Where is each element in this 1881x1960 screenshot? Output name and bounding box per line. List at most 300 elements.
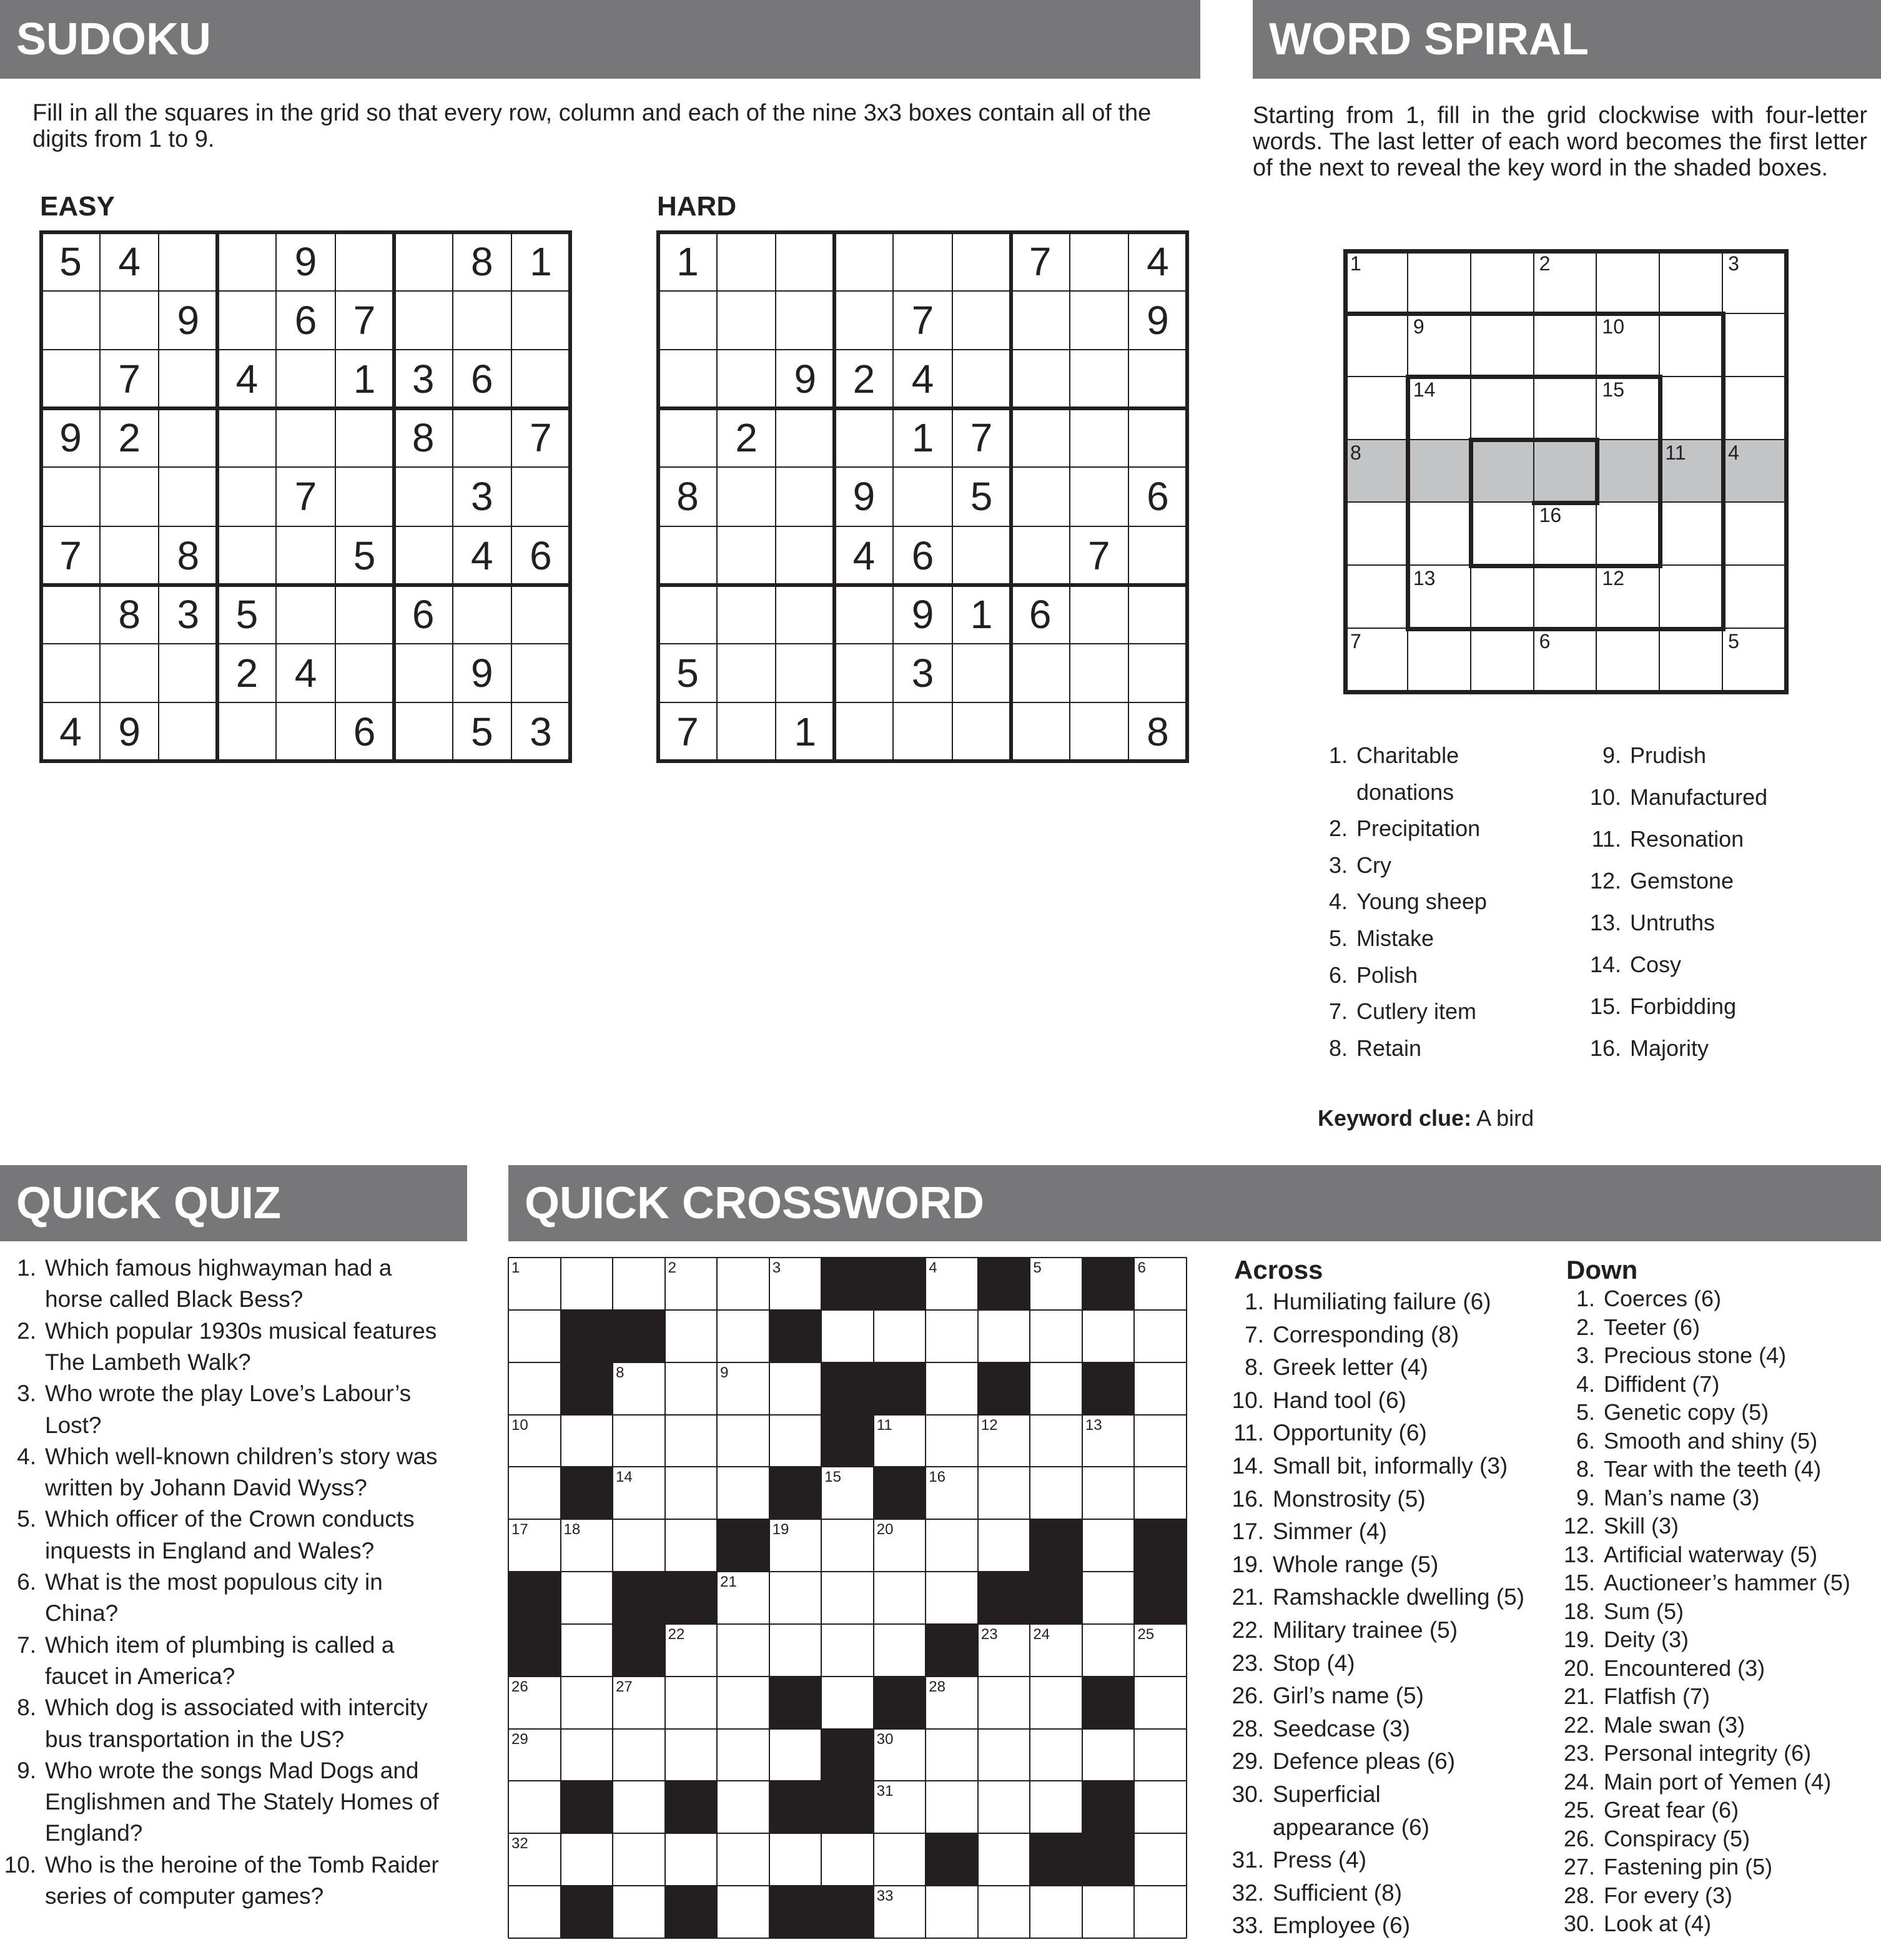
sudoku-cell[interactable] bbox=[335, 644, 394, 702]
sudoku-cell[interactable] bbox=[394, 291, 453, 350]
sudoku-cell[interactable] bbox=[453, 408, 511, 467]
crossword-cell[interactable] bbox=[717, 1781, 769, 1833]
crossword-cell[interactable] bbox=[821, 1310, 874, 1362]
sudoku-cell[interactable] bbox=[276, 702, 335, 761]
crossword-cell[interactable] bbox=[1030, 1362, 1082, 1415]
sudoku-cell[interactable] bbox=[335, 232, 394, 291]
crossword-cell[interactable] bbox=[561, 1833, 613, 1886]
sudoku-cell[interactable] bbox=[276, 350, 335, 408]
spiral-cell[interactable] bbox=[1723, 314, 1786, 377]
sudoku-cell[interactable]: 3 bbox=[177, 591, 200, 637]
crossword-cell[interactable] bbox=[1134, 1362, 1187, 1415]
clue-number: 15. bbox=[1589, 993, 1621, 1019]
sudoku-cell[interactable]: 4 bbox=[235, 357, 259, 402]
crossword-cell[interactable] bbox=[874, 1833, 926, 1886]
sudoku-cell[interactable]: 3 bbox=[530, 709, 552, 754]
crossword-cell[interactable] bbox=[561, 1624, 613, 1677]
crossword-cell[interactable] bbox=[1030, 1729, 1082, 1781]
clue-number: 20. bbox=[1563, 1655, 1595, 1681]
sudoku-cell[interactable] bbox=[952, 526, 1011, 585]
sudoku-cell[interactable] bbox=[394, 702, 453, 761]
crossword-cell[interactable] bbox=[1030, 1886, 1082, 1938]
crossword-cell[interactable] bbox=[926, 1729, 978, 1781]
sudoku-cell[interactable] bbox=[717, 526, 776, 585]
crossword-cell[interactable] bbox=[769, 1729, 822, 1781]
crossword-cell[interactable] bbox=[1030, 1677, 1082, 1729]
crossword-cell[interactable] bbox=[613, 1729, 665, 1781]
crossword-cell[interactable] bbox=[665, 1677, 718, 1729]
sudoku-cell[interactable]: 4 bbox=[471, 533, 493, 578]
sudoku-cell[interactable]: 4 bbox=[911, 357, 934, 402]
crossword-cell[interactable] bbox=[978, 1677, 1030, 1729]
clue-number: 9. bbox=[1602, 742, 1621, 768]
spiral-cell[interactable] bbox=[1534, 566, 1597, 629]
crossword-cell[interactable] bbox=[1030, 1781, 1082, 1833]
spiral-cell[interactable] bbox=[1345, 314, 1408, 377]
crossword-cell[interactable] bbox=[1082, 1310, 1135, 1362]
sudoku-cell[interactable]: 7 bbox=[911, 298, 934, 343]
sudoku-cell[interactable] bbox=[453, 585, 511, 644]
spiral-cell[interactable] bbox=[1660, 314, 1723, 377]
sudoku-cell[interactable] bbox=[217, 408, 276, 467]
sudoku-cell[interactable]: 2 bbox=[852, 357, 876, 402]
crossword-cell[interactable] bbox=[665, 1467, 718, 1519]
sudoku-cell[interactable] bbox=[834, 644, 893, 702]
spiral-cell[interactable] bbox=[1471, 566, 1534, 629]
sudoku-cell[interactable] bbox=[1011, 526, 1070, 585]
sudoku-cell[interactable] bbox=[511, 291, 570, 350]
crossword-cell[interactable] bbox=[926, 1362, 978, 1415]
sudoku-cell[interactable]: 3 bbox=[412, 357, 435, 402]
sudoku-cell[interactable]: 4 bbox=[1147, 239, 1169, 285]
sudoku-cell[interactable]: 5 bbox=[471, 709, 493, 754]
sudoku-cell[interactable] bbox=[1128, 644, 1187, 702]
sudoku-cell[interactable] bbox=[217, 702, 276, 761]
sudoku-cell[interactable] bbox=[658, 526, 717, 585]
spiral-cell[interactable] bbox=[1660, 503, 1723, 566]
sudoku-cell[interactable]: 9 bbox=[794, 357, 817, 402]
sudoku-cell[interactable] bbox=[834, 232, 893, 291]
crossword-cell[interactable] bbox=[926, 1415, 978, 1467]
crossword-cell[interactable] bbox=[1134, 1729, 1187, 1781]
spiral-cell[interactable] bbox=[1408, 629, 1471, 692]
sudoku-cell[interactable]: 8 bbox=[412, 415, 435, 461]
spiral-cell[interactable] bbox=[1345, 503, 1408, 566]
sudoku-cell[interactable]: 6 bbox=[911, 533, 934, 578]
spiral-cell[interactable] bbox=[1408, 503, 1471, 566]
crossword-cell[interactable] bbox=[613, 1258, 665, 1310]
spiral-cell[interactable] bbox=[1660, 629, 1723, 692]
grid-line bbox=[952, 230, 953, 763]
sudoku-cell[interactable] bbox=[100, 467, 159, 526]
crossword-cell[interactable] bbox=[561, 1572, 613, 1624]
crossword-cell[interactable] bbox=[874, 1310, 926, 1362]
spiral-cell[interactable] bbox=[1534, 377, 1597, 440]
sudoku-cell[interactable]: 7 bbox=[1088, 533, 1110, 578]
sudoku-cell[interactable] bbox=[1070, 644, 1128, 702]
spiral-cell[interactable] bbox=[1471, 629, 1534, 692]
sudoku-cell[interactable]: 1 bbox=[353, 357, 376, 402]
crossword-cell[interactable] bbox=[1082, 1572, 1135, 1624]
sudoku-cell[interactable]: 7 bbox=[530, 415, 552, 461]
sudoku-cell[interactable] bbox=[776, 644, 834, 702]
sudoku-cell[interactable]: 1 bbox=[530, 239, 552, 285]
spiral-cell[interactable] bbox=[1534, 314, 1597, 377]
crossword-cell[interactable] bbox=[1030, 1415, 1082, 1467]
sudoku-cell[interactable] bbox=[952, 232, 1011, 291]
sudoku-cell[interactable] bbox=[834, 291, 893, 350]
sudoku-cell[interactable]: 6 bbox=[530, 533, 552, 578]
crossword-cell[interactable] bbox=[926, 1519, 978, 1572]
crossword-cell[interactable] bbox=[613, 1781, 665, 1833]
spiral-cell[interactable] bbox=[1471, 377, 1534, 440]
sudoku-cell[interactable] bbox=[1070, 291, 1128, 350]
crossword-cell[interactable] bbox=[561, 1729, 613, 1781]
sudoku-cell[interactable] bbox=[1128, 526, 1187, 585]
crossword-cell[interactable] bbox=[717, 1677, 769, 1729]
sudoku-cell[interactable] bbox=[1128, 350, 1187, 408]
crossword-cell[interactable] bbox=[874, 1572, 926, 1624]
sudoku-cell[interactable] bbox=[159, 702, 217, 761]
crossword-cell[interactable] bbox=[561, 1258, 613, 1310]
sudoku-cell[interactable] bbox=[159, 467, 217, 526]
sudoku-cell[interactable]: 9 bbox=[59, 415, 82, 461]
sudoku-cell[interactable]: 8 bbox=[118, 591, 141, 637]
spiral-cell[interactable] bbox=[1471, 440, 1534, 503]
spiral-cell[interactable] bbox=[1597, 629, 1660, 692]
sudoku-cell[interactable]: 1 bbox=[676, 239, 699, 285]
sudoku-cell[interactable] bbox=[776, 585, 834, 644]
sudoku-cell[interactable]: 5 bbox=[970, 474, 993, 520]
sudoku-cell[interactable]: 6 bbox=[294, 298, 317, 343]
sudoku-cell[interactable]: 7 bbox=[59, 533, 82, 578]
clue-number: 24. bbox=[1563, 1768, 1595, 1795]
spiral-cell[interactable] bbox=[1597, 503, 1660, 566]
sudoku-cell[interactable]: 8 bbox=[471, 239, 493, 285]
crossword-cell[interactable] bbox=[769, 1833, 822, 1886]
sudoku-cell[interactable]: 7 bbox=[970, 415, 993, 461]
spiral-cell[interactable] bbox=[1660, 251, 1723, 314]
sudoku-cell[interactable]: 7 bbox=[294, 474, 317, 520]
sudoku-cell[interactable] bbox=[276, 585, 335, 644]
sudoku-cell[interactable] bbox=[217, 291, 276, 350]
crossword-cell[interactable] bbox=[508, 1362, 561, 1415]
sudoku-cell[interactable] bbox=[511, 585, 570, 644]
spiral-cell[interactable] bbox=[1408, 251, 1471, 314]
sudoku-cell[interactable]: 7 bbox=[118, 357, 141, 402]
crossword-cell[interactable] bbox=[1082, 1519, 1135, 1572]
sudoku-cell[interactable] bbox=[1128, 408, 1187, 467]
crossword-cell[interactable] bbox=[1030, 1310, 1082, 1362]
sudoku-cell[interactable] bbox=[717, 232, 776, 291]
sudoku-cell[interactable]: 6 bbox=[412, 591, 435, 637]
crossword-cell[interactable] bbox=[1082, 1886, 1135, 1938]
crossword-cell[interactable] bbox=[717, 1833, 769, 1886]
crossword-cell[interactable] bbox=[821, 1677, 874, 1729]
crossword-cell[interactable] bbox=[613, 1415, 665, 1467]
sudoku-cell[interactable]: 9 bbox=[118, 709, 141, 754]
spiral-cell[interactable] bbox=[1597, 251, 1660, 314]
crossword-cell[interactable] bbox=[508, 1781, 561, 1833]
grid-line bbox=[775, 230, 776, 763]
crossword-cell[interactable] bbox=[1134, 1781, 1187, 1833]
spiral-cell[interactable] bbox=[1345, 566, 1408, 629]
spiral-cell[interactable] bbox=[1345, 377, 1408, 440]
sudoku-cell[interactable] bbox=[834, 408, 893, 467]
sudoku-cell[interactable]: 6 bbox=[353, 709, 376, 754]
sudoku-cell[interactable] bbox=[1070, 467, 1128, 526]
crossword-cell[interactable] bbox=[874, 1624, 926, 1677]
sudoku-cell[interactable] bbox=[658, 291, 717, 350]
spiral-cell[interactable] bbox=[1723, 503, 1786, 566]
crossword-cell[interactable] bbox=[1134, 1415, 1187, 1467]
sudoku-cell[interactable]: 8 bbox=[1147, 709, 1169, 754]
sudoku-cell[interactable]: 9 bbox=[177, 298, 200, 343]
sudoku-cell[interactable] bbox=[394, 644, 453, 702]
sudoku-cell[interactable]: 2 bbox=[735, 415, 758, 461]
spiral-cell[interactable] bbox=[1471, 251, 1534, 314]
sudoku-cell[interactable]: 6 bbox=[1029, 591, 1052, 637]
sudoku-cell[interactable] bbox=[41, 467, 100, 526]
sudoku-cell[interactable] bbox=[276, 408, 335, 467]
sudoku-cell[interactable]: 9 bbox=[1147, 298, 1169, 343]
crossword-cell[interactable] bbox=[978, 1467, 1030, 1519]
sudoku-cell[interactable] bbox=[276, 526, 335, 585]
sudoku-cell[interactable]: 9 bbox=[471, 650, 493, 696]
crossword-cell[interactable] bbox=[508, 1886, 561, 1938]
spiral-cell[interactable] bbox=[1408, 440, 1471, 503]
crossword-cell[interactable] bbox=[821, 1519, 874, 1572]
crossword-cell[interactable] bbox=[665, 1833, 718, 1886]
crossword-cell[interactable] bbox=[665, 1415, 718, 1467]
sudoku-cell[interactable]: 4 bbox=[852, 533, 876, 578]
sudoku-cell[interactable] bbox=[453, 291, 511, 350]
sudoku-cell[interactable]: 4 bbox=[294, 650, 317, 696]
sudoku-cell[interactable] bbox=[394, 232, 453, 291]
sudoku-cell[interactable] bbox=[335, 467, 394, 526]
sudoku-cell[interactable]: 2 bbox=[118, 415, 141, 461]
sudoku-cell[interactable]: 6 bbox=[1147, 474, 1169, 520]
sudoku-cell[interactable] bbox=[159, 232, 217, 291]
crossword-cell[interactable] bbox=[821, 1572, 874, 1624]
crossword-cell[interactable] bbox=[1134, 1677, 1187, 1729]
sudoku-cell[interactable] bbox=[511, 644, 570, 702]
grid-line bbox=[39, 759, 572, 763]
sudoku-cell[interactable] bbox=[776, 467, 834, 526]
crossword-cell[interactable] bbox=[717, 1467, 769, 1519]
crossword-cell[interactable] bbox=[978, 1886, 1030, 1938]
sudoku-cell[interactable] bbox=[952, 644, 1011, 702]
sudoku-cell[interactable] bbox=[159, 644, 217, 702]
sudoku-cell[interactable]: 1 bbox=[911, 415, 934, 461]
sudoku-cell[interactable] bbox=[394, 526, 453, 585]
sudoku-cell[interactable]: 1 bbox=[970, 591, 993, 637]
across-clue bbox=[1228, 1783, 1381, 1806]
spiral-cell[interactable] bbox=[1723, 566, 1786, 629]
sudoku-cell[interactable] bbox=[717, 291, 776, 350]
sudoku-cell[interactable]: 7 bbox=[1029, 239, 1052, 285]
sudoku-cell[interactable] bbox=[1011, 644, 1070, 702]
crossword-cell[interactable] bbox=[926, 1572, 978, 1624]
sudoku-cell[interactable]: 8 bbox=[177, 533, 200, 578]
sudoku-cell[interactable] bbox=[658, 350, 717, 408]
crossword-cell[interactable] bbox=[508, 1310, 561, 1362]
crossword-cell[interactable] bbox=[978, 1519, 1030, 1572]
crossword-cell[interactable] bbox=[926, 1886, 978, 1938]
sudoku-cell[interactable] bbox=[41, 350, 100, 408]
sudoku-cell[interactable] bbox=[717, 585, 776, 644]
sudoku-cell[interactable] bbox=[217, 467, 276, 526]
sudoku-cell[interactable] bbox=[952, 702, 1011, 761]
crossword-cell[interactable] bbox=[769, 1415, 822, 1467]
sudoku-cell[interactable]: 2 bbox=[235, 650, 259, 696]
sudoku-cell[interactable] bbox=[717, 702, 776, 761]
sudoku-cell[interactable] bbox=[1011, 467, 1070, 526]
sudoku-cell[interactable] bbox=[1011, 408, 1070, 467]
crossword-cell[interactable] bbox=[717, 1624, 769, 1677]
sudoku-cell[interactable] bbox=[952, 350, 1011, 408]
crossword-cell[interactable] bbox=[1030, 1467, 1082, 1519]
crossword-cell[interactable] bbox=[926, 1781, 978, 1833]
spiral-cell[interactable] bbox=[1471, 503, 1534, 566]
crossword-cell[interactable] bbox=[665, 1519, 718, 1572]
sudoku-cell[interactable]: 6 bbox=[471, 357, 493, 402]
sudoku-cell[interactable] bbox=[511, 467, 570, 526]
crossword-cell[interactable] bbox=[717, 1310, 769, 1362]
spiral-cell[interactable] bbox=[1660, 377, 1723, 440]
crossword-cell[interactable] bbox=[613, 1833, 665, 1886]
sudoku-cell[interactable] bbox=[776, 232, 834, 291]
sudoku-cell[interactable] bbox=[1011, 702, 1070, 761]
sudoku-cell[interactable] bbox=[893, 467, 952, 526]
sudoku-cell[interactable] bbox=[1070, 350, 1128, 408]
crossword-block bbox=[508, 1572, 561, 1624]
crossword-cell[interactable] bbox=[665, 1362, 718, 1415]
sudoku-cell[interactable] bbox=[776, 408, 834, 467]
sudoku-cell[interactable] bbox=[159, 350, 217, 408]
sudoku-cell[interactable] bbox=[1128, 585, 1187, 644]
crossword-cell[interactable] bbox=[1082, 1729, 1135, 1781]
sudoku-cell[interactable] bbox=[100, 526, 159, 585]
sudoku-cell[interactable] bbox=[1070, 585, 1128, 644]
sudoku-cell[interactable] bbox=[335, 585, 394, 644]
crossword-cell[interactable] bbox=[821, 1833, 874, 1886]
crossword-cell[interactable] bbox=[561, 1415, 613, 1467]
sudoku-cell[interactable] bbox=[100, 644, 159, 702]
crossword-cell[interactable] bbox=[561, 1677, 613, 1729]
sudoku-cell[interactable]: 9 bbox=[294, 239, 317, 285]
crossword-cell[interactable] bbox=[1134, 1833, 1187, 1886]
clue-text: Retain bbox=[1356, 1035, 1422, 1061]
spiral-cell[interactable] bbox=[1597, 440, 1660, 503]
crossword-cell[interactable] bbox=[665, 1729, 718, 1781]
crossword-cell[interactable] bbox=[769, 1362, 822, 1415]
sudoku-cell[interactable] bbox=[511, 350, 570, 408]
sudoku-cell[interactable] bbox=[834, 702, 893, 761]
crossword-cell[interactable] bbox=[717, 1729, 769, 1781]
sudoku-cell[interactable]: 9 bbox=[911, 591, 934, 637]
crossword-cell[interactable] bbox=[1134, 1886, 1187, 1938]
sudoku-cell[interactable]: 5 bbox=[59, 239, 82, 285]
spiral-cell[interactable] bbox=[1723, 377, 1786, 440]
sudoku-cell[interactable] bbox=[834, 585, 893, 644]
sudoku-cell[interactable] bbox=[717, 644, 776, 702]
sudoku-cell[interactable]: 7 bbox=[353, 298, 376, 343]
crossword-cell[interactable] bbox=[978, 1833, 1030, 1886]
crossword-cell[interactable] bbox=[1082, 1624, 1135, 1677]
sudoku-cell[interactable] bbox=[217, 232, 276, 291]
crossword-cell[interactable] bbox=[1134, 1467, 1187, 1519]
crossword-cell[interactable] bbox=[926, 1310, 978, 1362]
crossword-cell[interactable] bbox=[769, 1572, 822, 1624]
crossword-cell[interactable] bbox=[1082, 1467, 1135, 1519]
sudoku-cell[interactable]: 3 bbox=[911, 650, 934, 696]
crossword-cell[interactable] bbox=[665, 1310, 718, 1362]
sudoku-cell[interactable] bbox=[1070, 702, 1128, 761]
sudoku-cell[interactable] bbox=[1011, 350, 1070, 408]
sudoku-cell[interactable] bbox=[717, 467, 776, 526]
sudoku-cell[interactable] bbox=[41, 644, 100, 702]
sudoku-cell[interactable] bbox=[41, 585, 100, 644]
sudoku-cell[interactable] bbox=[776, 526, 834, 585]
crossword-cell[interactable] bbox=[821, 1624, 874, 1677]
sudoku-cell[interactable]: 4 bbox=[59, 709, 82, 754]
crossword-cell[interactable] bbox=[978, 1729, 1030, 1781]
spiral-cell[interactable] bbox=[1660, 566, 1723, 629]
sudoku-cell[interactable] bbox=[952, 291, 1011, 350]
sudoku-cell[interactable] bbox=[658, 585, 717, 644]
sudoku-cell[interactable] bbox=[1070, 408, 1128, 467]
sudoku-cell[interactable] bbox=[100, 291, 159, 350]
crossword-cell[interactable] bbox=[1134, 1310, 1187, 1362]
sudoku-cell[interactable]: 5 bbox=[353, 533, 376, 578]
sudoku-cell[interactable] bbox=[893, 702, 952, 761]
sudoku-cell[interactable] bbox=[159, 408, 217, 467]
word-spiral-title: WORD SPIRAL bbox=[1269, 14, 1589, 64]
sudoku-cell[interactable] bbox=[658, 408, 717, 467]
sudoku-instructions: Fill in all the squares in the grid so that every row, column and each of the nine 3x3 boxes contain all of the digits from 1 to 9. bbox=[32, 100, 1152, 152]
sudoku-cell[interactable]: 9 bbox=[852, 474, 876, 520]
crossword-cell[interactable] bbox=[717, 1415, 769, 1467]
crossword-cell[interactable] bbox=[613, 1886, 665, 1938]
sudoku-cell[interactable] bbox=[1070, 232, 1128, 291]
sudoku-cell[interactable]: 1 bbox=[794, 709, 817, 754]
crossword-cell[interactable] bbox=[978, 1781, 1030, 1833]
sudoku-cell[interactable] bbox=[893, 232, 952, 291]
sudoku-cell[interactable] bbox=[41, 291, 100, 350]
crossword-cell[interactable] bbox=[613, 1519, 665, 1572]
crossword-cell[interactable] bbox=[508, 1467, 561, 1519]
sudoku-cell[interactable]: 3 bbox=[471, 474, 493, 520]
spiral-cell[interactable] bbox=[1534, 440, 1597, 503]
crossword-cell[interactable] bbox=[717, 1258, 769, 1310]
sudoku-cell[interactable] bbox=[717, 350, 776, 408]
sudoku-cell[interactable] bbox=[335, 408, 394, 467]
sudoku-cell[interactable] bbox=[217, 526, 276, 585]
spiral-cell[interactable] bbox=[1471, 314, 1534, 377]
sudoku-cell[interactable] bbox=[1011, 291, 1070, 350]
sudoku-cell[interactable]: 5 bbox=[676, 650, 699, 696]
crossword-cell[interactable] bbox=[717, 1886, 769, 1938]
sudoku-cell[interactable]: 7 bbox=[676, 709, 699, 754]
crossword-cell[interactable] bbox=[769, 1624, 822, 1677]
sudoku-cell[interactable] bbox=[776, 291, 834, 350]
sudoku-cell[interactable] bbox=[394, 467, 453, 526]
sudoku-cell[interactable]: 4 bbox=[118, 239, 141, 285]
sudoku-cell[interactable]: 5 bbox=[235, 591, 259, 637]
crossword-cell[interactable] bbox=[978, 1310, 1030, 1362]
sudoku-cell[interactable]: 8 bbox=[676, 474, 699, 520]
